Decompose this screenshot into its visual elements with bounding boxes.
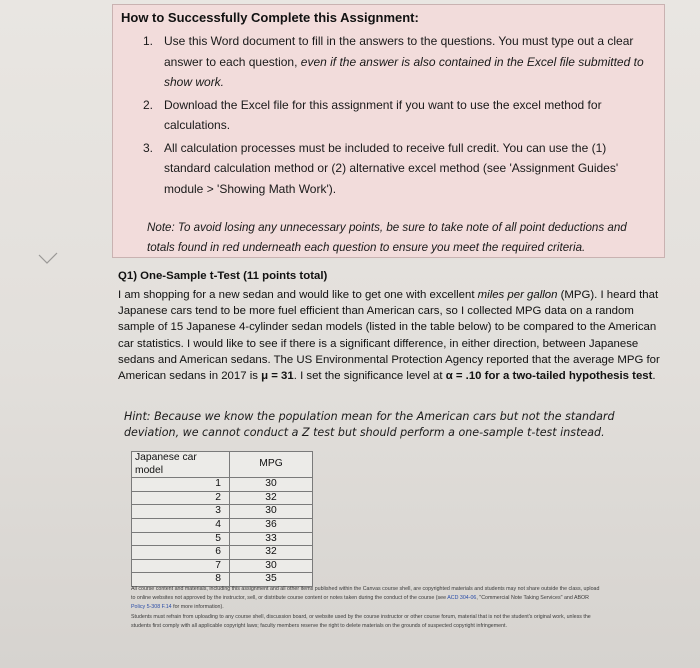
question-text: . I set the significance level at <box>293 370 446 383</box>
instruction-text: All calculation processes must be included to receive full credit. You can use the (1) standard calculation method or (2) alternative excel method (see 'Assignment Guides' module > 'Showing Math Work'). <box>164 140 619 196</box>
question-text: . <box>652 370 656 383</box>
pen-mark-icon <box>38 252 58 266</box>
mpg-cell: 33 <box>230 532 313 546</box>
column-header-mpg: MPG <box>230 452 313 478</box>
table-row <box>132 532 313 546</box>
instruction-item <box>113 95 653 136</box>
model-cell: 8 <box>132 573 230 587</box>
footer-line <box>131 594 661 603</box>
table-row <box>132 559 313 573</box>
list-number: 2. <box>143 97 154 112</box>
footer-line: All course content and materials, including this assignment and all other items published within the Canvas course shell, are copyrighted materials and students may not share outside the class, upload <box>131 586 600 592</box>
footer-text: for more information). <box>171 604 224 611</box>
model-cell: 3 <box>132 505 230 519</box>
instruction-text: Use this Word document to fill in the answers to the questions. You must type out a clear answer to each question, <box>164 34 634 69</box>
table-row <box>132 546 313 560</box>
mpg-cell: 32 <box>230 491 313 505</box>
model-cell: 5 <box>132 532 230 546</box>
table-row <box>132 491 313 505</box>
instruction-item <box>113 31 653 93</box>
footer-line <box>131 603 661 612</box>
mpg-cell: 30 <box>230 505 313 519</box>
model-cell: 4 <box>132 518 230 532</box>
instruction-item <box>113 138 653 200</box>
footer-text: , "Commercial Note Taking Services" and ABOR <box>476 595 589 602</box>
footer-line: Students must refrain from uploading to any course shell, discussion board, or website used by the course instructor or other course forum, material that is not the student's original work, unless the <box>131 613 591 620</box>
question-title: Q1) One-Sample t-Test (11 points total) <box>118 270 328 282</box>
abor-policy-link[interactable]: Policy 5-308 F.14 <box>131 604 172 611</box>
model-cell: 2 <box>132 491 230 505</box>
mpg-cell: 30 <box>230 559 313 573</box>
list-number: 1. <box>143 34 154 48</box>
model-cell: 6 <box>132 546 230 560</box>
question-text: I am shopping for a new sedan and would like to get one with excellent <box>118 289 478 301</box>
instruction-text: Download the Excel file for this assignment if you want to use the excel method for calculations. <box>164 97 602 132</box>
table-header-row <box>132 452 313 478</box>
mpg-cell: 32 <box>230 546 313 560</box>
population-mean: μ = 31 <box>261 370 294 383</box>
mpg-cell: 36 <box>230 518 313 532</box>
table-row <box>132 478 313 492</box>
model-cell: 1 <box>132 478 230 492</box>
footer-text: to online websites not approved by the instructor, sell, or distribute course content or notes taken during the conduct of the course (see <box>131 595 448 602</box>
column-header-model: Japanese car model <box>132 452 230 478</box>
footer-line: students first comply with all applicable copyright laws; faculty members reserve the right to delete materials on the grounds of suspected copyright infringement. <box>131 622 507 629</box>
instructions-list <box>113 31 653 201</box>
question-body <box>118 287 664 384</box>
model-cell: 7 <box>132 559 230 573</box>
hint-text: Hint: Because we know the population mean for the American cars but not the standard deviation, we cannot conduct a Z test but should perform a one-sample t-test instead. <box>124 410 615 439</box>
instructions-title: How to Successfully Complete this Assignment: <box>121 10 419 25</box>
question-text: (MPG). I heard that Japanese cars tend to be more fuel efficient than American cars, so I collected MPG data on a random sample of 15 Japanese 4-cylinder sedan models (listed in the table below) to be compared to the American car statistics. I would like to see if there is a significant difference, in either direction, between Japanese sedans and American sedans. The US Environmental Protection Agency reported that the average MPG for American sedans in 2017 is <box>118 289 660 383</box>
instruction-emphasis: even if the answer is also contained in the Excel file submitted to show work. <box>164 54 644 89</box>
mpg-cell: 30 <box>230 478 313 492</box>
significance-level: α = .10 for a two-tailed hypothesis test <box>445 370 653 383</box>
mpg-cell: 35 <box>230 573 313 587</box>
instructions-box <box>112 4 665 258</box>
acd-policy-link[interactable]: ACD 304-06 <box>447 595 477 602</box>
question-emphasis: miles per gallon <box>477 289 558 301</box>
table-row <box>132 518 313 532</box>
mpg-table <box>131 451 313 587</box>
table-row <box>132 505 313 519</box>
note-text: Note: To avoid losing any unnecessary points, be sure to take note of all point deductions and totals found in red underneath each question to ensure you meet the required criteria. <box>147 221 627 254</box>
list-number: 3. <box>143 140 154 155</box>
copyright-footer <box>131 585 661 631</box>
